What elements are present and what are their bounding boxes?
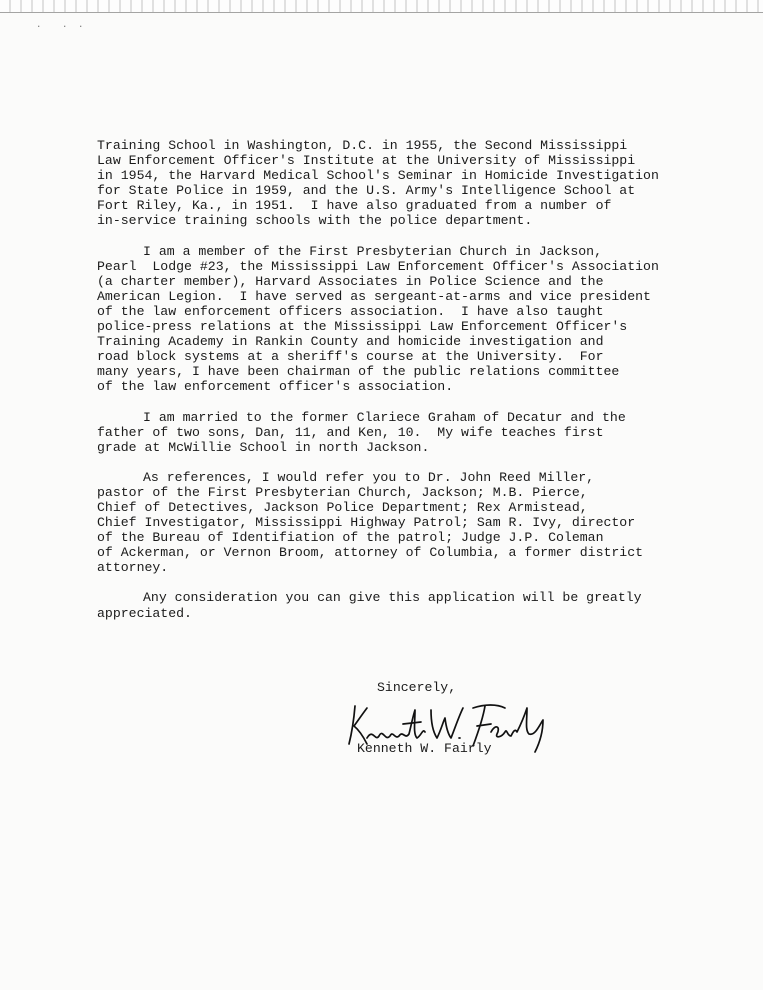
text-line: of the law enforcement officer's association. xyxy=(97,379,454,395)
text-line: I am married to the former Clariece Graham of Decatur and the xyxy=(143,409,626,425)
text-line: As references, I would refer you to Dr. John Reed Miller, xyxy=(143,469,595,485)
text-line: Any consideration you can give this application will be greatly xyxy=(143,590,642,606)
text-line: appreciated. xyxy=(97,605,192,621)
text-line: I am a member of the First Presbyterian Church in Jackson, xyxy=(143,243,602,259)
text-line: Chief of Detectives, Jackson Police Department; Rex Armistead, xyxy=(97,499,588,515)
text-line: police-press relations at the Mississippi Law Enforcement Officer's xyxy=(97,319,628,335)
text-line: road block systems at a sheriff's course at the University. For xyxy=(97,349,604,365)
typed-signature-name: Kenneth W. Fairly xyxy=(357,741,492,756)
scan-speck: . xyxy=(78,20,84,30)
paragraph-education xyxy=(97,138,757,229)
text-line: Law Enforcement Officer's Institute at the University of Mississippi xyxy=(97,153,636,169)
text-line: Pearl Lodge #23, the Mississippi Law Enforcement Officer's Association xyxy=(97,258,659,274)
text-line: of Ackerman, or Vernon Broom, attorney of Columbia, a former district xyxy=(97,545,644,561)
text-line: grade at McWillie School in north Jackson. xyxy=(97,439,430,455)
text-line: for State Police in 1959, and the U.S. Army's Intelligence School at xyxy=(97,183,636,199)
closing-salutation: Sincerely, xyxy=(377,680,457,695)
text-line: attorney. xyxy=(97,560,169,576)
text-line: Training Academy in Rankin County and homicide investigation and xyxy=(97,334,604,350)
scan-speck: . xyxy=(62,20,68,30)
paragraph-gap xyxy=(97,455,757,470)
text-line: Fort Riley, Ka., in 1951. I have also graduated from a number of xyxy=(97,198,612,214)
paragraph-family xyxy=(97,410,757,455)
paragraph-references xyxy=(97,470,757,576)
text-line: in 1954, the Harvard Medical School's Seminar in Homicide Investigation xyxy=(97,168,659,184)
text-line: many years, I have been chairman of the public relations committee xyxy=(97,364,620,380)
text-line: father of two sons, Dan, 11, and Ken, 10. My wife teaches first xyxy=(97,424,604,440)
paragraph-gap xyxy=(97,395,757,410)
text-line: of the Bureau of Identifiation of the patrol; Judge J.P. Coleman xyxy=(97,530,604,546)
text-line: pastor of the First Presbyterian Church, Jackson; M.B. Pierce, xyxy=(97,484,588,500)
paragraph-gap xyxy=(97,575,757,590)
letter-body xyxy=(97,138,757,621)
text-line: American Legion. I have served as sergeant-at-arms and vice president xyxy=(97,288,651,304)
text-line: in-service training schools with the police department. xyxy=(97,213,533,229)
paragraph-closing-remark xyxy=(97,590,757,620)
text-line: (a charter member), Harvard Associates in Police Science and the xyxy=(97,273,604,289)
text-line: Training School in Washington, D.C. in 1955, the Second Mississippi xyxy=(97,138,628,153)
scan-top-edge xyxy=(0,0,763,13)
paragraph-memberships xyxy=(97,244,757,395)
paragraph-gap xyxy=(97,229,757,244)
text-line: of the law enforcement officers association. I have also taught xyxy=(97,303,604,319)
text-line: Chief Investigator, Mississippi Highway Patrol; Sam R. Ivy, director xyxy=(97,515,636,531)
scan-speck: . xyxy=(36,20,42,30)
